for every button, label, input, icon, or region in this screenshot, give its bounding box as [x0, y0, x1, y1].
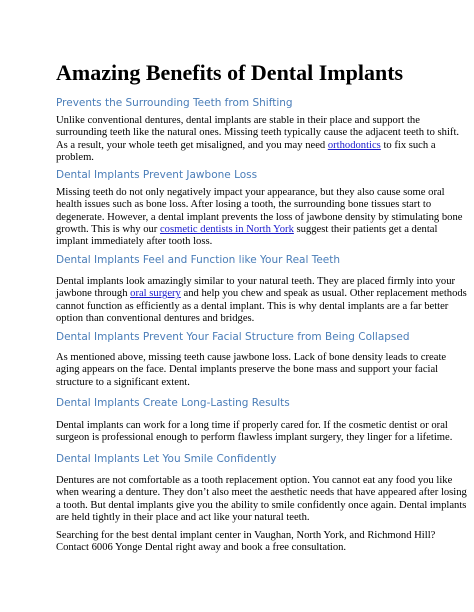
- document-title: Amazing Benefits of Dental Implants: [56, 60, 404, 85]
- paragraph-line: Searching for the best dental implant center in Vaughan, North York, and Richmond Hill?: [56, 530, 436, 541]
- paragraph-line: implant immediately after tooth loss.: [56, 236, 213, 248]
- paragraph-line: surgeon is professional enough to perform flawless implant surgery, they linger for a lifetime.: [56, 432, 453, 444]
- paragraph-line: [56, 139, 436, 152]
- paragraph-line: Dentures are not comfortable as a tooth replacement option. You cannot eat any food you like: [56, 475, 453, 486]
- section-paragraph: [56, 276, 467, 325]
- paragraph-line: degenerate. However, a dental implant prevents the loss of jawbone density by stimulating bone: [56, 211, 463, 223]
- paragraph-line: option than conventional dentures and bridges.: [56, 312, 255, 324]
- paragraph-line: structure to a significant extent.: [56, 376, 190, 388]
- line-text: As a result, your whole teeth get misaligned, and you may need: [56, 139, 328, 151]
- section-heading: Dental Implants Feel and Function like Your Real Teeth: [56, 254, 341, 266]
- orthodontics-link[interactable]: orthodontics: [327, 139, 381, 151]
- paragraph-line: problem.: [56, 151, 94, 163]
- paragraph-line: aging appears on the face. Dental implants preserve the bone mass and support your facial: [56, 364, 439, 376]
- section-heading: Dental Implants Let You Smile Confidently: [56, 453, 277, 465]
- paragraph-line: Unlike conventional dentures, dental implants are stable in their place and support the: [56, 115, 420, 126]
- paragraph-line: [56, 223, 438, 236]
- section-paragraph: [56, 475, 467, 524]
- cosmetic-dentists-link[interactable]: cosmetic dentists in North York: [159, 223, 294, 235]
- section-heading: Dental Implants Prevent Your Facial Structure from Being Collapsed: [56, 331, 410, 343]
- paragraph-line: health issues such as bone loss. After losing a tooth, the surrounding bone tissues start to: [56, 199, 432, 211]
- line-text: jawbone through: [56, 288, 131, 300]
- section-paragraph: [56, 115, 460, 164]
- section-heading: Prevents the Surrounding Teeth from Shifting: [56, 97, 293, 109]
- paragraph-line: As mentioned above, missing teeth cause jawbone loss. Lack of bone density leads to create: [56, 352, 447, 363]
- line-text: growth. This is why our: [56, 223, 160, 235]
- paragraph-line: cannot function as efficiently as a dental implant. This is why dental implants are a far better: [56, 300, 449, 312]
- section-paragraph: [56, 352, 447, 389]
- line-text: suggest their patients get a dental: [293, 223, 438, 235]
- paragraph-line: Dental implants look amazingly similar to your natural teeth. They are placed firmly into your: [56, 276, 456, 287]
- section-heading: Dental Implants Prevent Jawbone Loss: [56, 169, 258, 181]
- paragraph-line: are held tightly in their place and act like your natural teeth.: [56, 511, 310, 523]
- oral-surgery-link[interactable]: oral surgery: [130, 288, 181, 300]
- closing-paragraph: [56, 530, 436, 555]
- paragraph-line: Dental implants can work for a long time if properly cared for. If the cosmetic dentist or oral: [56, 420, 448, 431]
- paragraph-line: surrounding teeth like the natural ones. Missing teeth typically cause the adjacent teeth to shift.: [56, 127, 460, 139]
- paragraph-line: Missing teeth do not only negatively impact your appearance, but they also cause some oral: [56, 187, 445, 198]
- paragraph-line: [56, 288, 467, 300]
- paragraph-line: a tooth. But dental implants give you the ability to smile confidently once again. Dental implants: [56, 499, 467, 511]
- paragraph-line: Contact 6006 Yonge Dental right away and book a free consultation.: [56, 542, 347, 554]
- section-heading: Dental Implants Create Long-Lasting Results: [56, 397, 290, 409]
- section-paragraph: [56, 420, 453, 445]
- line-text: and help you chew and speak as usual. Other replacement methods: [180, 288, 467, 300]
- line-text: to fix such a: [380, 139, 436, 151]
- section-paragraph: [56, 187, 463, 248]
- paragraph-line: when wearing a denture. They don’t also meet the aesthetic needs that have appeared after losing: [56, 487, 467, 499]
